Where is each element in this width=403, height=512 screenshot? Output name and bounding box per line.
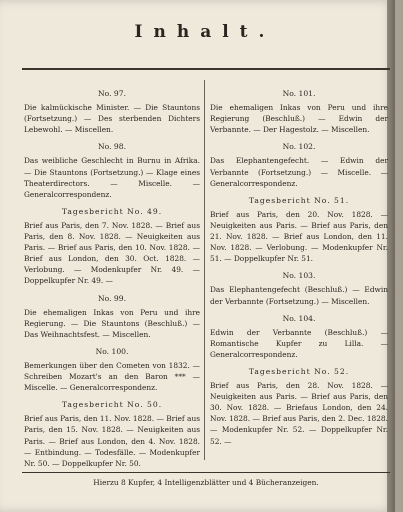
issue-heading: No. 97. [98,89,126,98]
issue-contents: Brief aus Paris, den 28. Nov. 1828. — Neuigkeiten aus Paris. — Brief aus Paris, den 30. Nov. 1828. — Briefaus London, den 24. Nov. 1828. — Brief aus Paris, den 2. Dec. 1828. — Modenkupfer Nr. 52. — Doppelkupfer Nr. 52. — [210,381,388,446]
issue-contents: Die kalmückische Minister. — Die Stauntons (Fortsetzung.) — Des sterbenden Dichters Lebewohl. — Miscellen. [24,103,200,135]
issue-heading: No. 101. [282,89,316,98]
title-rule [22,68,390,70]
issue-contents: Bemerkungen über den Cometen von 1832. — Schreiben Mozart's an den Baron *** — Miscelle. — Generalcorrespondenz. [24,360,200,393]
issue-contents: Das Elephantengefecht. — Edwin der Verbannte (Fortsetzung.) — Miscelle. — Generalcorrespondenz. [210,156,388,188]
issue-contents: Brief aus Paris, den 11. Nov. 1828. — Brief aus Paris, den 15. Nov. 1828. — Neuigkeiten aus Paris. — Brief aus London, den 4. Nov. 1828. — Entbindung. — Todesfälle. — Modenkupfer Nr. 50. — Doppelkupfer Nr. 50. [24,414,200,468]
tagesbericht-heading: Tagesbericht No. 51. [248,195,350,205]
issue-contents: Das weibliche Geschlecht in Burnu in Afrika. — Die Stauntons (Fortsetzung.) — Klage eines Theaterdirectors. — Miscelle. — Generalcorrespondenz. [24,156,200,199]
page-edge-shadow [387,0,395,512]
issue-contents: Brief aus Paris, den 7. Nov. 1828. — Brief aus Paris, den 8. Nov. 1828. — Neuigkeiten aus Paris. — Brief aus Paris, den 10. Nov. 1828. — Brief aus London, den 30. Oct. 1828. — Verlobung. — Modenkupfer Nr. 49. — Doppelkupfer Nr. 49. — [24,220,200,286]
issue-heading: No. 98. [98,142,126,152]
issue-heading: No. 102. [282,142,316,152]
issue-heading: No. 100. [95,346,129,356]
issue-contents: Brief aus Paris, den 20. Nov. 1828. — Neuigkeiten aus Paris. — Brief aus Paris, den 21. Nov. 1828. — Brief aus London, den 11. Nov. 1828. — Verlobung. — Modenkupfer Nr. 51. — Doppelkupfer Nr. 51. [210,209,388,264]
issue-heading: No. 99. [98,293,126,303]
issue-contents: Edwin der Verbannte (Beschluß.) — Romantische Kupfer zu Lilla. — Generalcorrespondenz. [210,327,388,359]
column-divider [204,80,205,460]
right-column [210,88,388,447]
tagesbericht-heading: Tagesbericht No. 49. [61,206,163,216]
footer-rule [22,472,390,473]
issue-heading: No. 103. [282,271,316,281]
tagesbericht-heading: Tagesbericht No. 52. [248,366,350,376]
issue-heading: No. 104. [282,313,316,323]
tagesbericht-heading: Tagesbericht No. 50. [61,400,163,410]
left-column [24,88,200,469]
issue-contents: Die ehemaligen Inkas von Peru und ihre Regierung. — Die Stauntons (Beschluß.) — Das Weihnachtsfest. — Miscellen. [24,307,200,339]
page-title: Inhalt. [134,22,276,42]
issue-contents: Das Elephantengefecht (Beschluß.) — Edwin der Verbannte (Fortsetzung.) — Miscellen. [210,285,388,306]
footer-note: Hierzu 8 Kupfer, 4 Intelligenzblätter und 4 Bücheranzeigen. [93,478,319,487]
issue-contents: Die ehemaligen Inkas von Peru und ihre Regierung (Beschluß.) — Edwin der Verbannte. — Der Hagestolz. — Miscellen. [210,103,388,135]
